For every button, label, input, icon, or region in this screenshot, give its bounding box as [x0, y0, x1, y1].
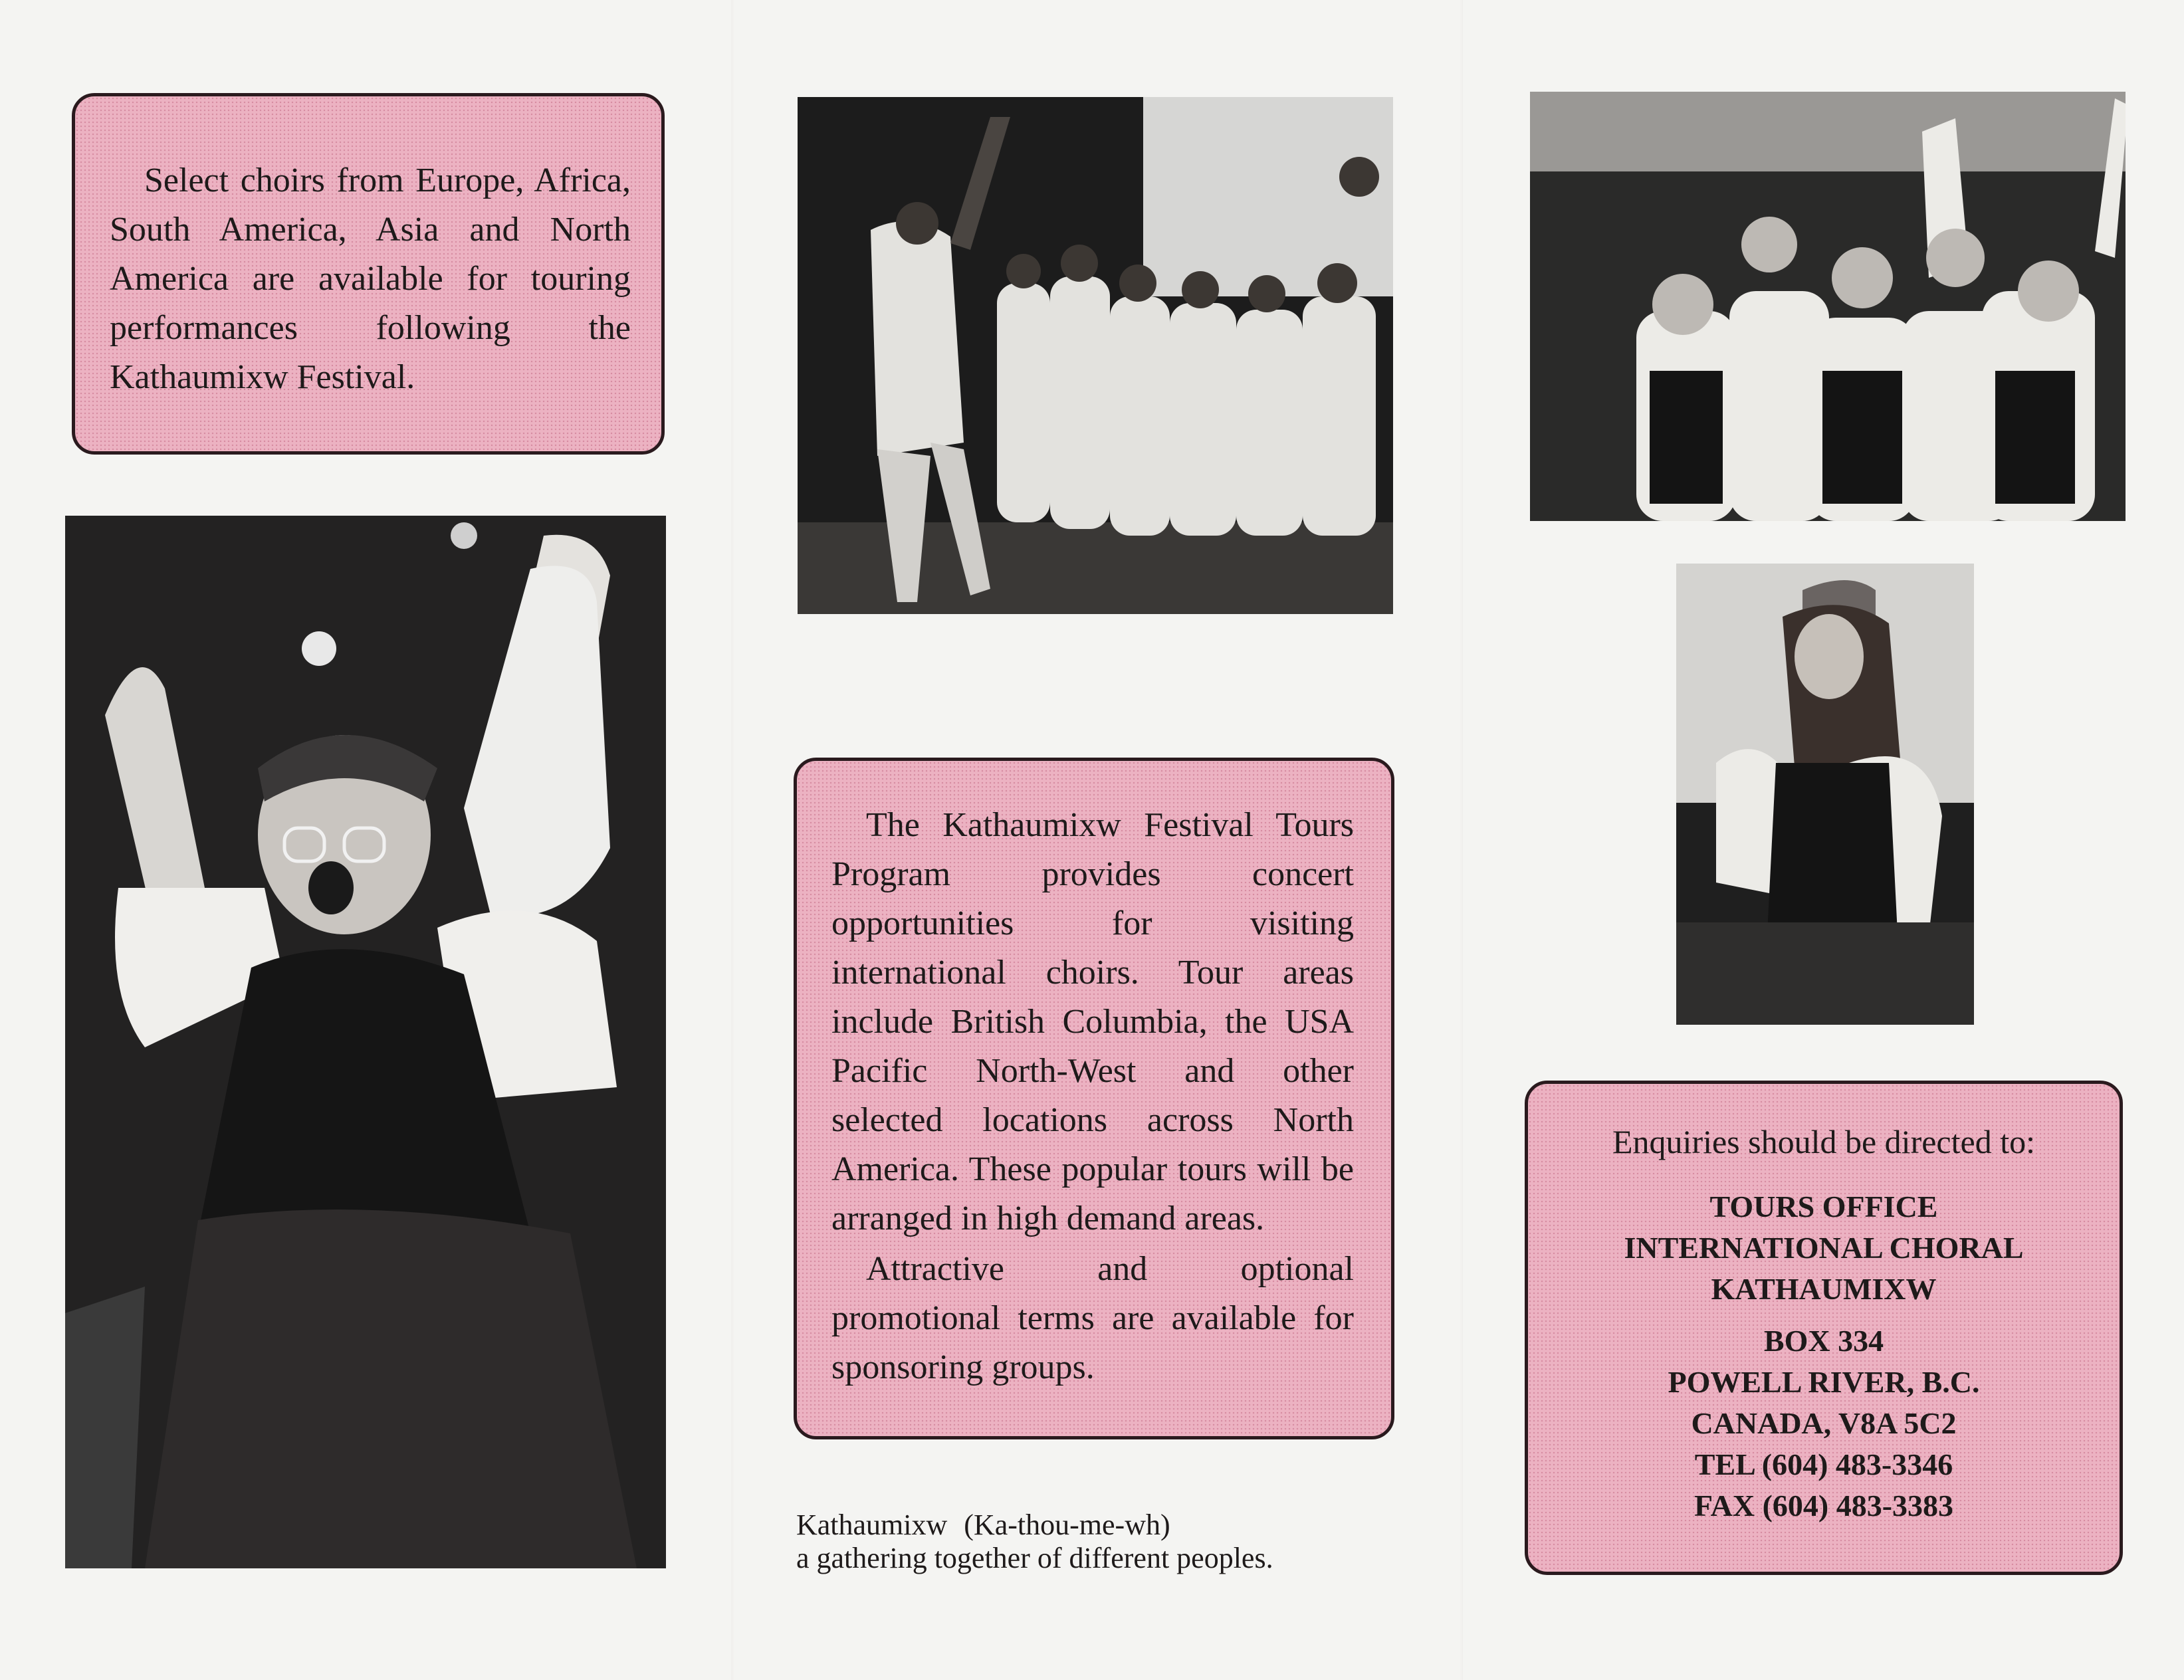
definition-line-1	[796, 1509, 1394, 1542]
european-choir-photo	[1530, 92, 2126, 521]
definition-meaning: a gathering together of different peoples.	[796, 1542, 1273, 1574]
fold-line-left	[731, 0, 733, 1680]
tours-program-box	[794, 758, 1394, 1439]
enquiries-heading: Enquiries should be directed to:	[1612, 1123, 2035, 1160]
contact-line-city: POWELL RIVER, B.C.	[1668, 1365, 1980, 1399]
contact-line-tel: TEL (604) 483-3346	[1694, 1447, 1953, 1481]
definition-caption	[796, 1509, 1394, 1575]
contact-line-festival: KATHAUMIXW	[1711, 1272, 1937, 1306]
contact-line-office: TOURS OFFICE	[1709, 1190, 1938, 1223]
contact-line-box: BOX 334	[1763, 1324, 1884, 1358]
definition-pronunciation: (Ka-thou-me-wh)	[964, 1509, 1170, 1541]
definition-word: Kathaumixw	[796, 1509, 948, 1541]
conductor-hat-photo	[1676, 564, 1974, 1025]
african-choir-photo	[798, 97, 1393, 614]
contact-address	[1541, 1186, 2106, 1526]
tours-paragraph-2: Attractive and optional promotional terms are available for sponsoring groups.	[831, 1250, 1354, 1386]
intro-box	[72, 93, 665, 455]
contact-line-fax: FAX (604) 483-3383	[1693, 1489, 1954, 1522]
tours-paragraph-1: The Kathaumixw Festival Tours Program provides concert opportunities for visiting international choirs. Tour areas include British Columbia, the USA Pacific North-West and other selected locations across North America. These popular tours will be arranged in high demand areas.	[831, 806, 1354, 1237]
conductor-woman-photo	[65, 516, 666, 1568]
fold-line-right	[1461, 0, 1463, 1680]
enquiries-box	[1525, 1081, 2123, 1575]
contact-line-organization: INTERNATIONAL CHORAL	[1624, 1231, 2024, 1265]
contact-line-country: CANADA, V8A 5C2	[1691, 1406, 1957, 1440]
intro-text: Select choirs from Europe, Africa, South America, Asia and North America are available for touring performances following the Kathaumixw Festival.	[110, 161, 631, 396]
